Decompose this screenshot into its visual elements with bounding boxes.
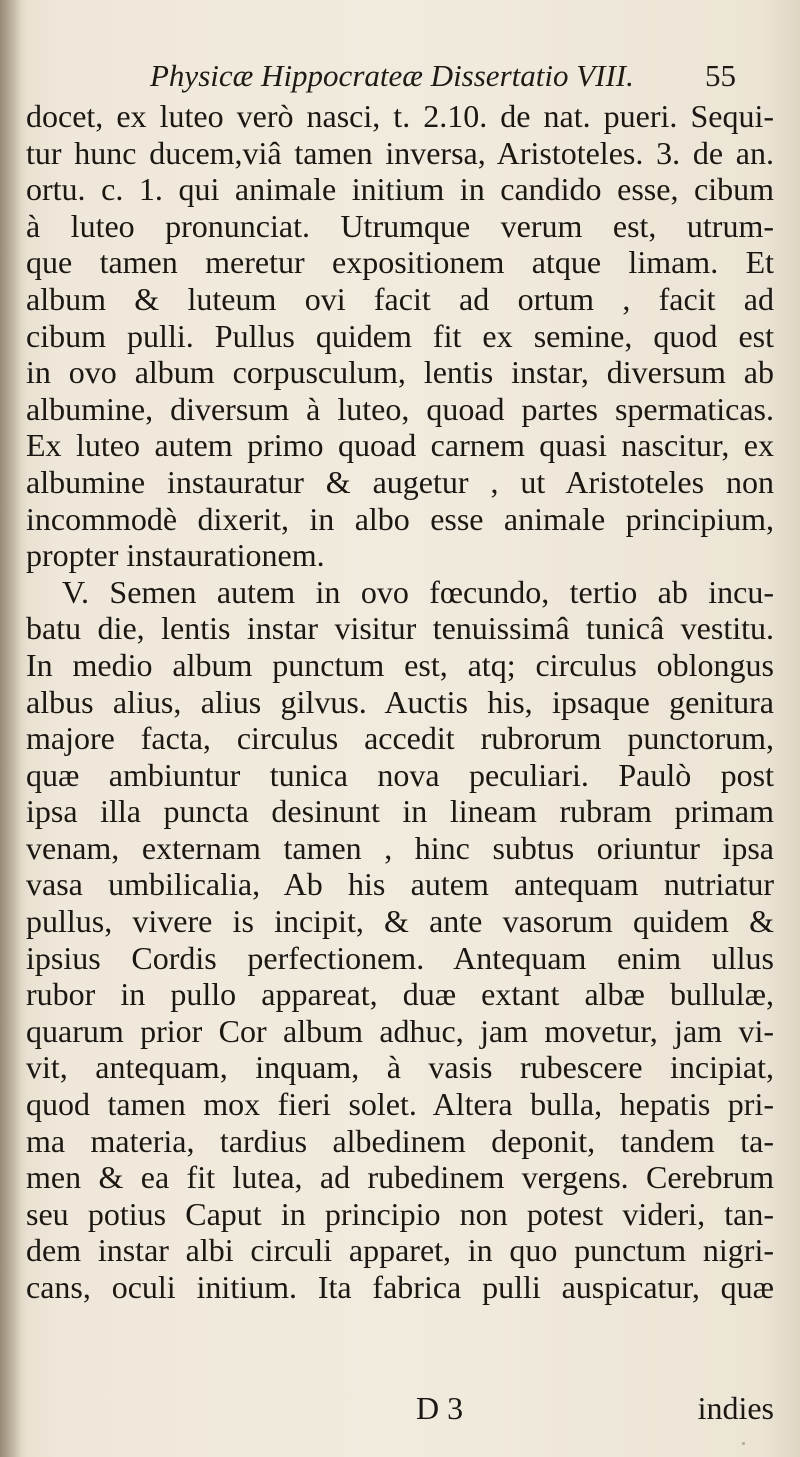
text-line: venam, externam tamen , hinc subtus oriuntur ipsa — [26, 829, 774, 866]
text-line: quarum prior Cor album adhuc, jam movetur, jam vi- — [26, 1012, 774, 1049]
text-line: albumine instauratur & augetur , ut Aristoteles non — [26, 463, 774, 500]
text-line: in ovo album corpusculum, lentis instar, diversum ab — [26, 354, 774, 391]
text-line: ipsa illa puncta desinunt in lineam rubram primam — [26, 793, 774, 830]
text-line: vasa umbilicalia, Ab his autem antequam nutriatur — [26, 866, 774, 903]
text-line: batu die, lentis instar visitur tenuissimâ tunicâ vestitu. — [26, 610, 774, 647]
text-line: albus alius, alius gilvus. Auctis his, ipsaque genitura — [26, 683, 774, 720]
text-line: cibum pulli. Pullus quidem fit ex semine, quod est — [26, 317, 774, 354]
text-line: In medio album punctum est, atq; circulus oblongus — [26, 646, 774, 683]
text-line: ipsius Cordis perfectionem. Antequam enim ullus — [26, 939, 774, 976]
paragraph-start-line: V. Semen autem in ovo fœcundo, tertio ab incu- — [62, 573, 774, 610]
page-header — [60, 58, 760, 98]
text-line: album & luteum ovi facit ad ortum , facit ad — [26, 280, 774, 317]
text-line: quod tamen mox fieri solet. Altera bulla, hepatis pri- — [26, 1086, 774, 1123]
text-line: à luteo pronunciat. Utrumque verum est, utrum- — [26, 207, 774, 244]
paper-speck — [742, 1442, 745, 1445]
text-line: tur hunc ducem,viâ tamen inversa, Aristoteles. 3. de an. — [26, 134, 774, 171]
text-line: seu potius Caput in principio non potest videri, tan- — [26, 1195, 774, 1232]
text-line: dem instar albi circuli apparet, in quo punctum nigri- — [26, 1232, 774, 1269]
text-line: cans, oculi initium. Ita fabrica pulli auspicatur, quæ — [26, 1269, 774, 1305]
catchword: indies — [697, 1390, 774, 1426]
page-number: 55 — [705, 58, 736, 93]
text-line: Ex luteo autem primo quoad carnem quasi nascitur, ex — [26, 427, 774, 464]
text-line: men & ea fit lutea, ad rubedinem vergens. Cerebrum — [26, 1159, 774, 1196]
text-line: docet, ex luteo verò nasci, t. 2.10. de nat. pueri. Sequi- — [26, 98, 774, 134]
paper-speck — [705, 416, 707, 421]
signature-mark: D 3 — [416, 1390, 464, 1426]
text-line: pullus, vivere is incipit, & ante vasorum quidem & — [26, 903, 774, 940]
text-line: que tamen meretur expositionem atque limam. Et — [26, 244, 774, 281]
text-line: albumine, diversum à luteo, quoad partes spermaticas. — [26, 390, 774, 427]
text-line: majore facta, circulus accedit rubrorum punctorum, — [26, 720, 774, 757]
text-line: vit, antequam, inquam, à vasis rubescere incipiat, — [26, 1049, 774, 1086]
text-line: ma materia, tardius albedinem deponit, tandem ta- — [26, 1122, 774, 1159]
page-gutter-shadow — [0, 0, 22, 1457]
body-text — [26, 98, 774, 1306]
running-head: Physicæ Hippocrateæ Dissertatio VIII. — [150, 58, 634, 93]
paper-speck — [52, 326, 54, 328]
page-footer — [26, 1390, 774, 1430]
text-line: incommodè dixerit, in albo esse animale principium, — [26, 500, 774, 537]
text-line: propter instaurationem. — [26, 537, 325, 574]
text-line: quæ ambiuntur tunica nova peculiari. Paulò post — [26, 756, 774, 793]
text-line: rubor in pullo appareat, duæ extant albæ bullulæ, — [26, 976, 774, 1013]
text-line: ortu. c. 1. qui animale initium in candido esse, cibum — [26, 171, 774, 208]
